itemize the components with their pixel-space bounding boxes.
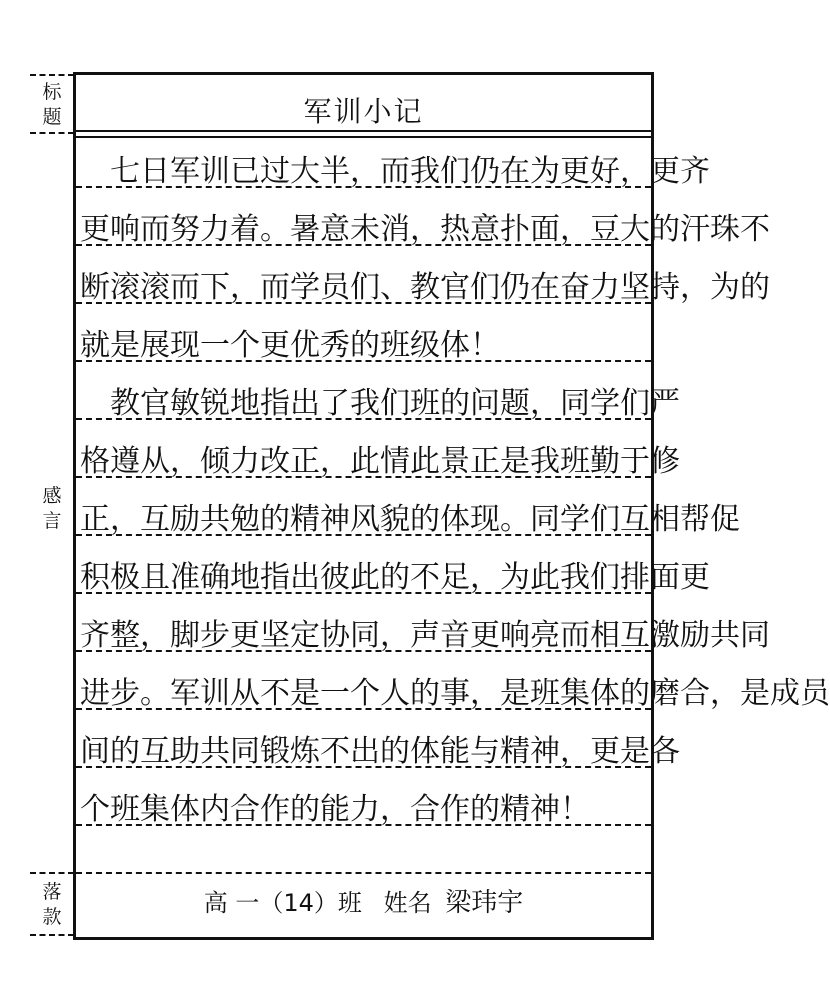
signature-label-bottom-divider <box>30 934 74 936</box>
body-line-10: 进步。军训从不是一个人的事，是班集体的磨合，是成员 <box>80 676 830 711</box>
body-line-9: 齐整，脚步更坚定协同，声音更响亮而相互激励共同 <box>80 618 770 653</box>
student-name: 梁玮宇 <box>445 888 524 918</box>
body-label-char-1: 感 <box>42 485 62 507</box>
title-label-top-divider <box>30 74 74 76</box>
body-line-3: 断滚滚而下，而学员们、教官们仍在奋力坚持，为的 <box>80 270 770 305</box>
body-line-7: 正，互励共勉的精神风貌的体现。同学们互相帮促 <box>80 502 740 537</box>
signature-label <box>30 880 74 930</box>
body-line-1: 七日军训已过大半，而我们仍在为更好，更齐 <box>80 154 710 189</box>
body-label <box>30 484 74 534</box>
signature-label-char-1: 落 <box>42 881 62 903</box>
title-divider-2 <box>76 136 651 138</box>
body-label-char-2: 言 <box>42 510 62 532</box>
title-label-char-2: 题 <box>42 106 62 128</box>
page-title: 军训小记 <box>303 95 424 128</box>
title-label-char-1: 标 <box>42 81 62 103</box>
signature-label-top-divider <box>30 872 74 874</box>
name-label: 姓名 <box>383 889 432 917</box>
title-label <box>30 80 74 130</box>
body-line-2: 更响而努力着。暑意未消，热意扑面，豆大的汗珠不 <box>80 212 770 247</box>
signature-label-char-2: 款 <box>42 906 62 928</box>
ruled-line <box>76 872 651 874</box>
title-divider-1 <box>76 130 651 132</box>
body-line-8: 积极且准确地指出彼此的不足，为此我们排面更 <box>80 560 710 595</box>
body-line-5: 教官敏锐地指出了我们班的问题，同学们严 <box>80 386 680 421</box>
body-line-11: 间的互助共同锻炼不出的体能与精神，更是各 <box>80 734 680 769</box>
body-line-6: 格遵从，倾力改正，此情此景正是我班勤于修 <box>80 444 680 479</box>
body-line-4: 就是展现一个更优秀的班级体！ <box>80 328 500 363</box>
body-line-12: 个班集体内合作的能力，合作的精神！ <box>80 792 590 827</box>
signature-row <box>76 882 651 919</box>
class-text: 高 一（14）班 <box>203 889 362 917</box>
title-label-bottom-divider <box>30 132 74 134</box>
